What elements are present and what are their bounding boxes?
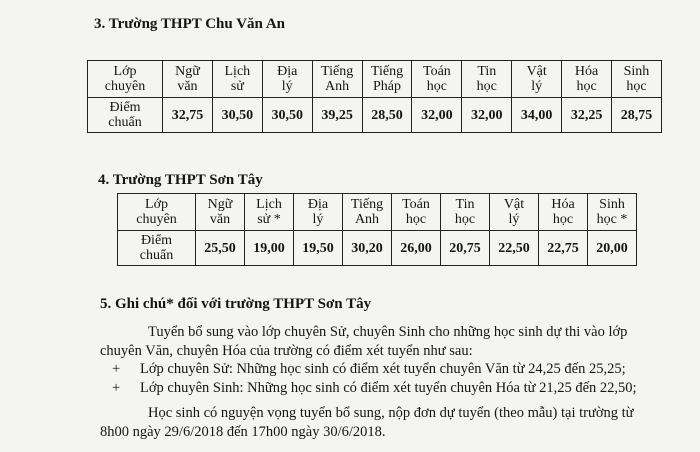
note-bullet-2 xyxy=(112,379,637,397)
row-label-score: Điểm chuẩn xyxy=(88,98,163,133)
subject-cell: Tiếng Anh xyxy=(343,194,392,231)
score-cell: 34,00 xyxy=(512,98,562,133)
subject-cell: Địa lý xyxy=(262,61,312,98)
son-tay-score-table xyxy=(117,193,637,266)
score-row xyxy=(88,98,662,133)
score-cell: 26,00 xyxy=(392,231,441,266)
score-cell: 22,75 xyxy=(539,231,588,266)
row-label-class: Lớp chuyên xyxy=(118,194,196,231)
section5-title: 5. Ghi chú* đối với trường THPT Sơn Tây xyxy=(100,296,372,312)
score-cell: 30,50 xyxy=(262,98,312,133)
bullet-symbol: + xyxy=(112,380,121,396)
score-cell: 20,75 xyxy=(441,231,490,266)
subject-cell: Lịch sử * xyxy=(245,194,294,231)
score-cell: 28,75 xyxy=(612,98,662,133)
score-cell: 28,50 xyxy=(362,98,412,133)
note-intro-line1: Tuyển bổ sung vào lớp chuyên Sử, chuyên Sinh cho những học sinh dự thi vào lớp xyxy=(148,324,628,340)
score-cell: 32,00 xyxy=(462,98,512,133)
subject-cell: Sinh học xyxy=(612,61,662,98)
score-cell: 32,25 xyxy=(562,98,612,133)
score-cell: 30,50 xyxy=(212,98,262,133)
subject-cell: Tin học xyxy=(441,194,490,231)
bullet-text: Lớp chuyên Sinh: Những học sinh có điểm xét tuyển chuyên Hóa từ 21,25 đến 22,50; xyxy=(140,380,637,396)
subject-cell: Sinh học * xyxy=(588,194,637,231)
score-cell: 22,50 xyxy=(490,231,539,266)
note-intro-line2: chuyên Văn, chuyên Hóa của trường có điểm xét tuyển như sau: xyxy=(100,343,473,359)
score-cell: 39,25 xyxy=(312,98,362,133)
row-label-score: Điểm chuẩn xyxy=(118,231,196,266)
subject-cell: Tiếng Pháp xyxy=(362,61,412,98)
subject-header-row xyxy=(118,194,637,231)
note-closing-line1: Học sinh có nguyện vọng tuyển bổ sung, nộp đơn dự tuyển (theo mẫu) tại trường từ xyxy=(148,405,634,421)
note-closing-line2: 8h00 ngày 29/6/2018 đến 17h00 ngày 30/6/2018. xyxy=(100,424,386,440)
bullet-text: Lớp chuyên Sử: Những học sinh có điểm xét tuyển chuyên Văn từ 24,25 đến 25,25; xyxy=(140,361,626,377)
subject-cell: Toán học xyxy=(392,194,441,231)
subject-cell: Hóa học xyxy=(539,194,588,231)
section4-title: 4. Trường THPT Sơn Tây xyxy=(98,172,263,188)
score-cell: 32,75 xyxy=(163,98,213,133)
subject-cell: Lịch sử xyxy=(212,61,262,98)
subject-cell: Ngữ văn xyxy=(196,194,245,231)
chu-van-an-score-table xyxy=(87,60,662,133)
subject-cell: Vật lý xyxy=(512,61,562,98)
subject-cell: Tiếng Anh xyxy=(312,61,362,98)
note-bullet-1 xyxy=(112,360,626,378)
subject-cell: Toán học xyxy=(412,61,462,98)
row-label-class: Lớp chuyên xyxy=(88,61,163,98)
score-cell: 30,20 xyxy=(343,231,392,266)
subject-cell: Địa lý xyxy=(294,194,343,231)
score-cell: 32,00 xyxy=(412,98,462,133)
score-cell: 25,50 xyxy=(196,231,245,266)
section3-title: 3. Trường THPT Chu Văn An xyxy=(94,16,285,32)
score-row xyxy=(118,231,637,266)
score-cell: 20,00 xyxy=(588,231,637,266)
subject-cell: Ngữ văn xyxy=(163,61,213,98)
subject-cell: Tin học xyxy=(462,61,512,98)
subject-cell: Hóa học xyxy=(562,61,612,98)
score-cell: 19,50 xyxy=(294,231,343,266)
bullet-symbol: + xyxy=(112,361,121,377)
subject-header-row xyxy=(88,61,662,98)
score-cell: 19,00 xyxy=(245,231,294,266)
subject-cell: Vật lý xyxy=(490,194,539,231)
